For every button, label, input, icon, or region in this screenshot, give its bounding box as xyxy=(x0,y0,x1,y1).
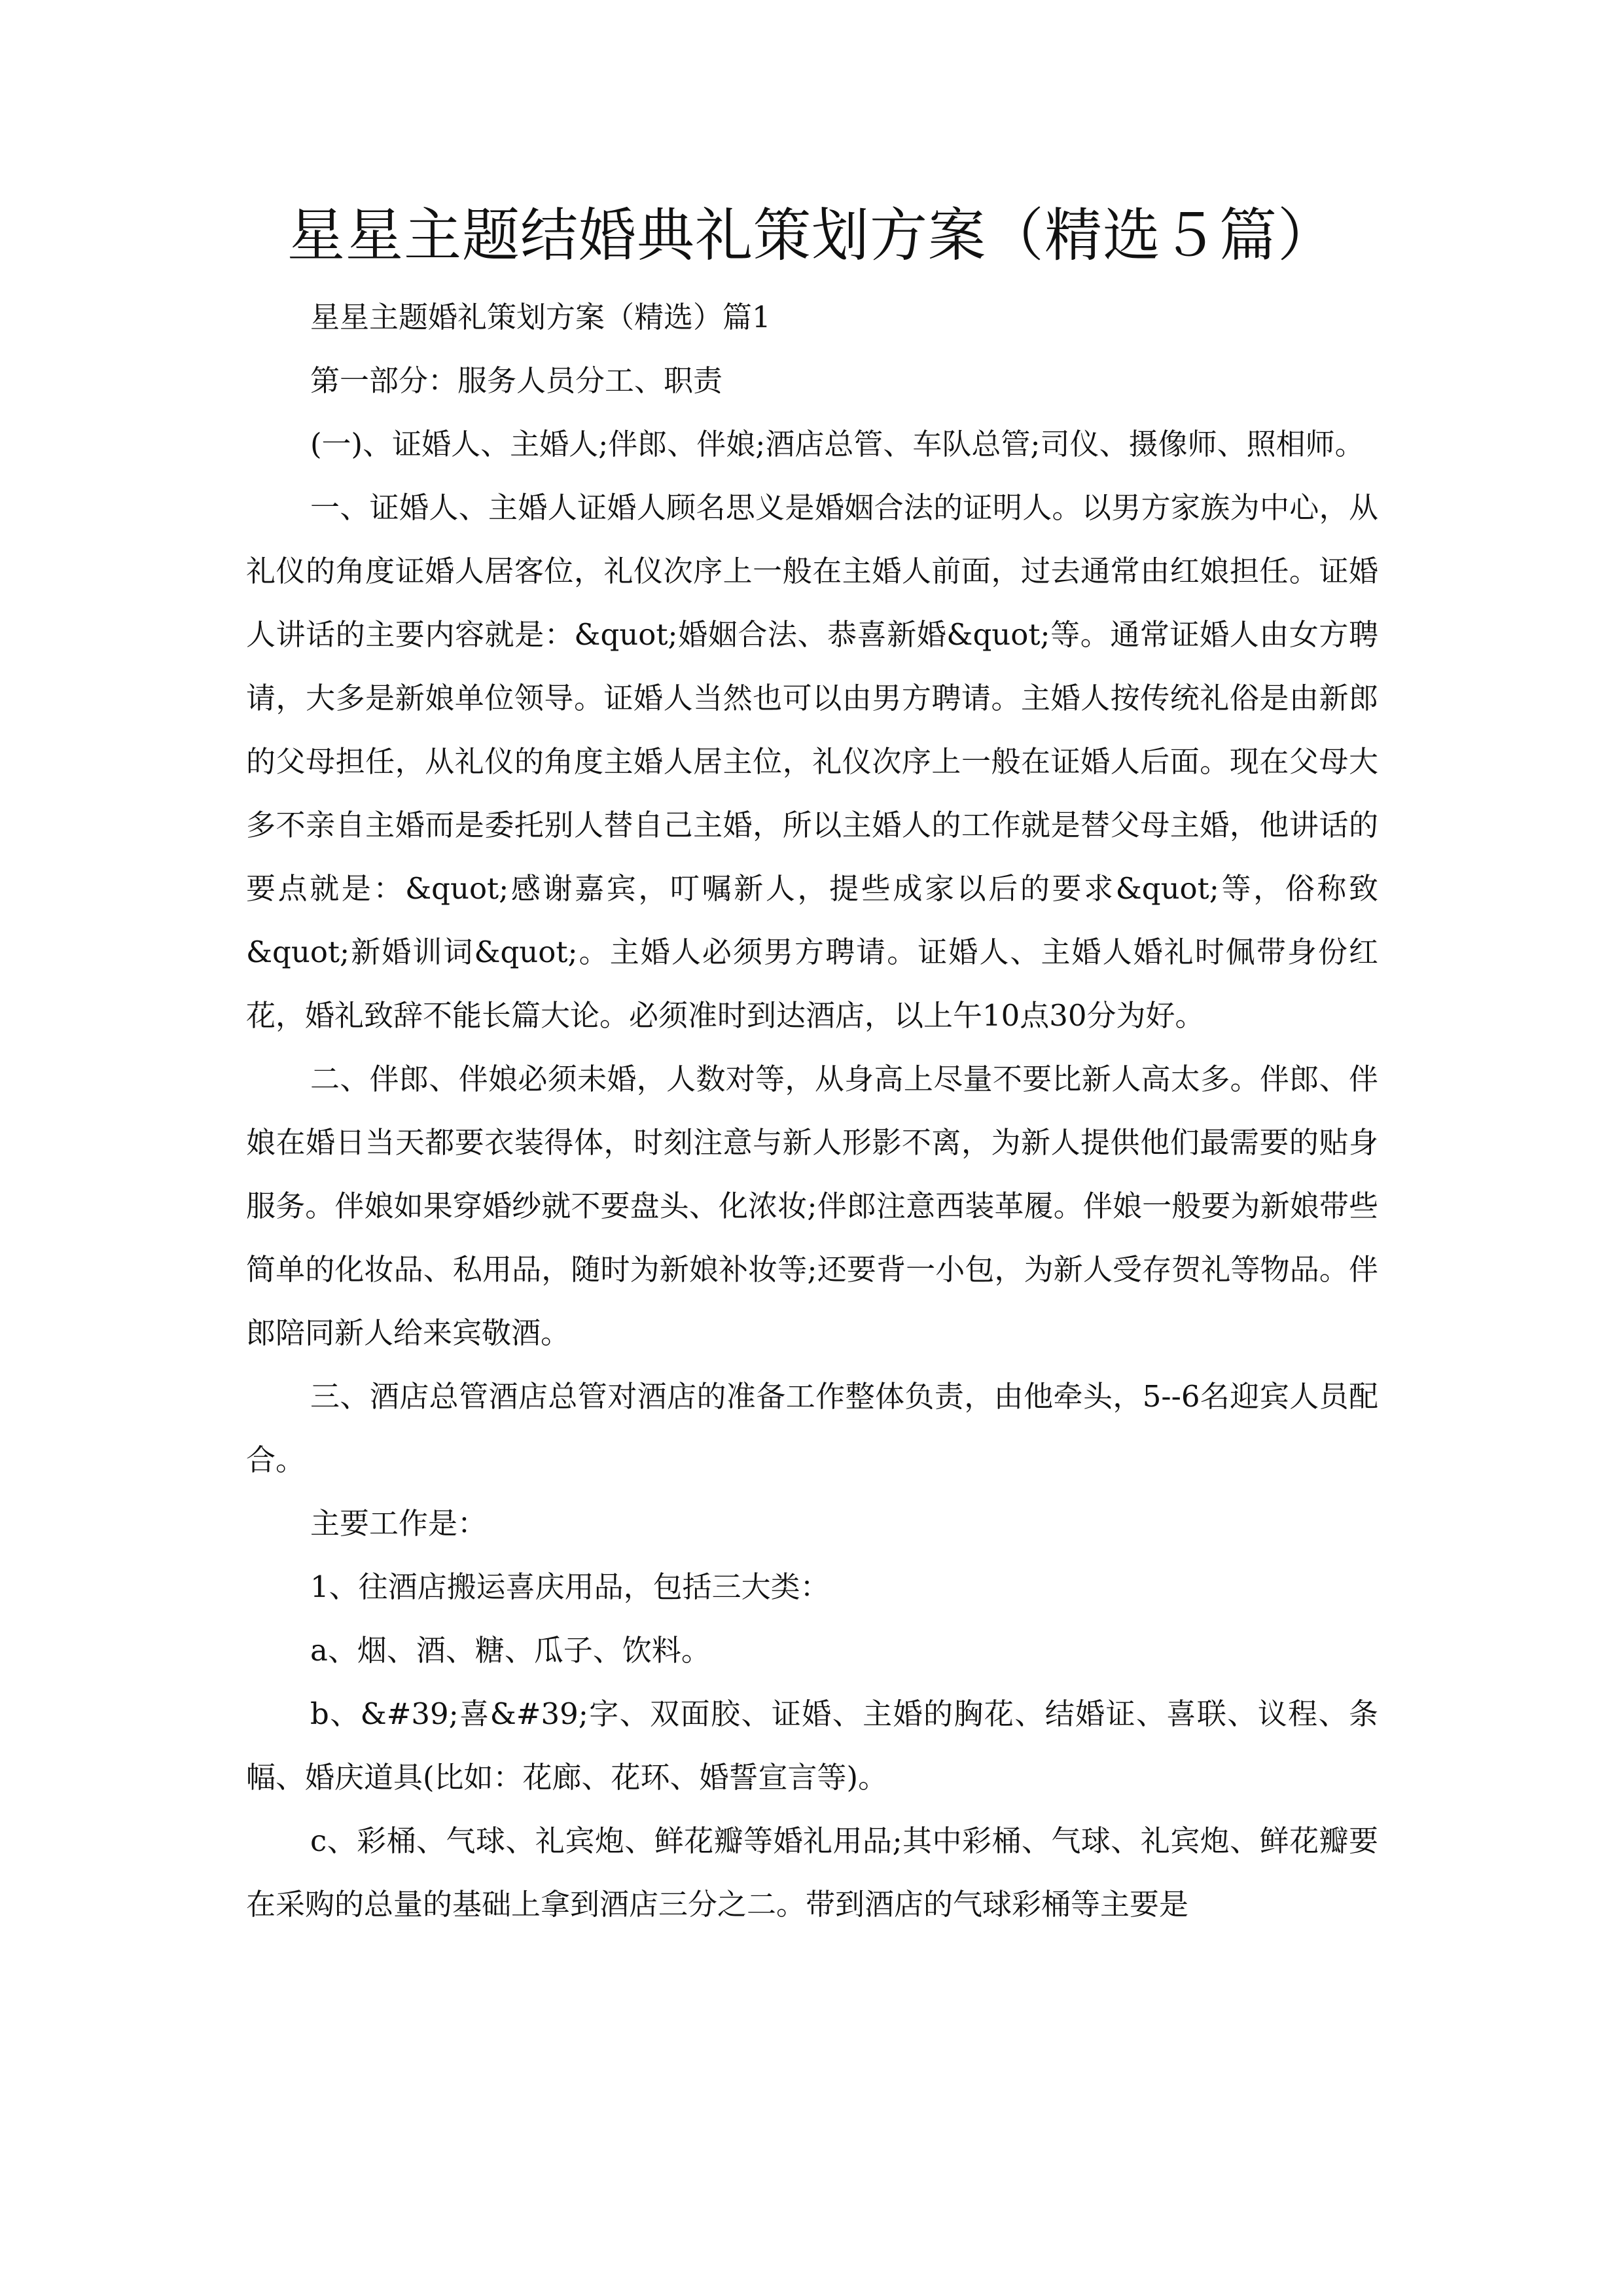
part-heading: 第一部分：服务人员分工、职责 xyxy=(310,363,723,398)
paragraph: 三、酒店总管酒店总管对酒店的准备工作整体负责，由他牵头，5--6名迎宾人员配合。 xyxy=(246,1379,1378,1477)
paragraph: 一、证婚人、主婚人证婚人顾名思义是婚姻合法的证明人。以男方家族为中心，从礼仪的角度证婚人居客位，礼仪次序上一般在主婚人前面，过去通常由红娘担任。证婚人讲话的主要内容就是：&quot;婚姻合法、恭喜新婚&quot;等。通常证婚人由女方聘请，大多是新娘单位领导。证婚人当然也可以由男方聘请。主婚人按传统礼俗是由新郎的父母担任，从礼仪的角度主婚人居主位，礼仪次序上一般在证婚人后面。现在父母大多不亲自主婚而是委托别人替自己主婚，所以主婚人的工作就是替父母主婚，他讲话的要点就是：&quot;感谢嘉宾，叮嘱新人，提些成家以后的要求&quot;等，俗称致&quot;新婚训词&quot;。主婚人必须男方聘请。证婚人、主婚人婚礼时佩带身份红花，婚礼致辞不能长篇大论。必须准时到达酒店，以上午10点30分为好。 xyxy=(246,490,1378,1033)
list-item: a、烟、酒、糖、瓜子、饮料。 xyxy=(310,1633,711,1668)
paragraph: 二、伴郎、伴娘必须未婚，人数对等，从身高上尽量不要比新人高太多。伴郎、伴娘在婚日当天都要衣装得体，时刻注意与新人形影不离，为新人提供他们最需要的贴身服务。伴娘如果穿婚纱就不要盘头、化浓妆;伴郎注意西装革履。伴娘一般要为新娘带些简单的化妆品、私用品，随时为新娘补妆等;还要背一小包，为新人受存贺礼等物品。伴郎陪同新人给来宾敬酒。 xyxy=(246,1062,1378,1350)
paragraph: 主要工作是： xyxy=(310,1506,488,1541)
list-item: 1、往酒店搬运喜庆用品，包括三大类： xyxy=(310,1570,830,1604)
paragraph: (一)、证婚人、主婚人;伴郎、伴娘;酒店总管、车队总管;司仪、摄像师、照相师。 xyxy=(310,427,1364,461)
list-item: c、彩桶、气球、礼宾炮、鲜花瓣等婚礼用品;其中彩桶、气球、礼宾炮、鲜花瓣要在采购的总量的基础上拿到酒店三分之二。带到酒店的气球彩桶等主要是 xyxy=(246,1823,1378,1922)
list-item: b、&#39;喜&#39;字、双面胶、证婚、主婚的胸花、结婚证、喜联、议程、条幅、婚庆道具(比如：花廊、花环、婚誓宣言等)。 xyxy=(246,1696,1378,1795)
section-heading: 星星主题婚礼策划方案（精选）篇1 xyxy=(310,300,771,334)
document-body xyxy=(246,285,1378,1936)
document-title: 星星主题结婚典礼策划方案（精选５篇） xyxy=(287,202,1336,269)
